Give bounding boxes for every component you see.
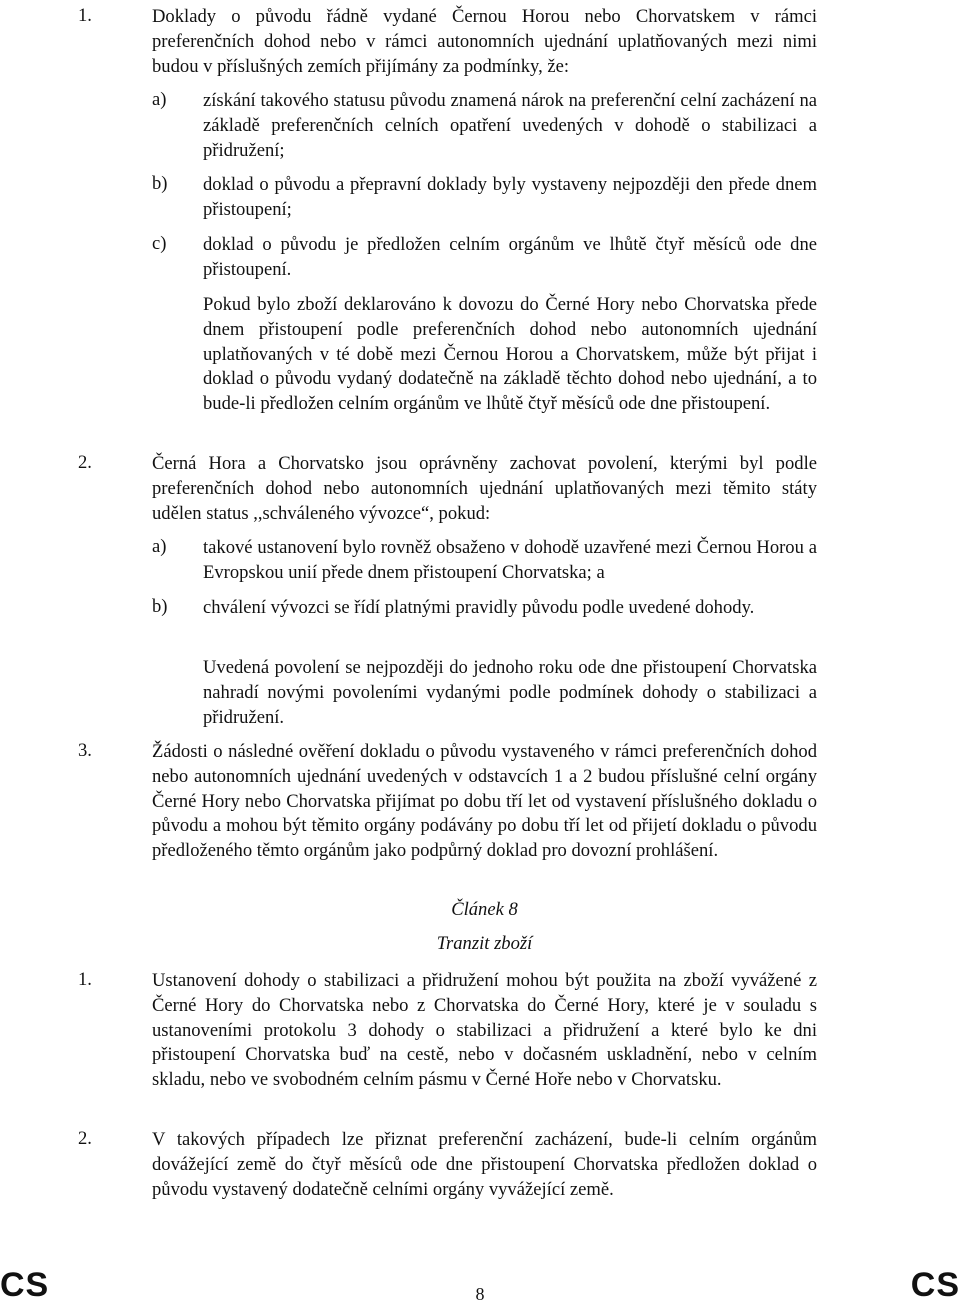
item-2b: chválení vývozci se řídí platnými pravidly původu podle uvedené dohody. [203, 597, 755, 618]
item-label: b) [152, 596, 168, 617]
paragraph-1-continuation: Pokud bylo zboží deklarováno k dovozu do Černé Hory nebo Chorvatska přede dnem přistoupení podle preferenčních dohod nebo autonomních ujednání uplatňovaných v té době mezi Černou Horou a Chorvatskem, může být přijat i doklad o původu vydaný dodatečně na základě těchto dohod nebo ujednání, a to bude-li předložen celním orgánům ve lhůtě čtyř měsíců ode dne přistoupení. [203, 294, 817, 415]
item-label: a) [152, 536, 167, 557]
item-label: c) [152, 233, 167, 254]
footer-language-left: CS [0, 1266, 50, 1304]
item-2a: takové ustanovení bylo rovněž obsaženo v dohodě uzavřené mezi Černou Horou a Evropskou unií přede dnem přistoupení Chorvatska; a [203, 537, 817, 583]
page-number: 8 [475, 1284, 485, 1304]
paragraph-3: Žádosti o následné ověření dokladu o původu vystaveného v rámci preferenčních dohod nebo autonomních ujednání uvedených v odstavcích 1 a 2 budou příslušné celní orgány Černé Hory nebo Chorvatska přijímat po dobu tří let od vystavení příslušného dokladu o původu a mohou být těmito orgány podávány po dobu tří let od přijetí dokladu o původu předloženého těmto orgánům jako podpůrný doklad pro dovozní prohlášení. [152, 741, 817, 862]
paragraph-number: 2. [78, 1128, 92, 1149]
paragraph-number: 3. [78, 740, 92, 761]
item-label: a) [152, 89, 167, 110]
item-label: b) [152, 173, 168, 194]
paragraph-2-continuation: Uvedená povolení se nejpozději do jednoho roku ode dne přistoupení Chorvatska nahradí novými povoleními vydanými podle podmínek dohody o stabilizaci a přidružení. [203, 657, 817, 728]
article-title: Článek 8 [451, 899, 518, 920]
paragraph-1: Doklady o původu řádně vydané Černou Horou nebo Chorvatskem v rámci preferenčních dohod nebo v rámci autonomních ujednání uplatňovaných mezi nimi budou v příslušných zemích přijímány za podmínky, že: [152, 6, 817, 77]
article-8-paragraph-2: V takových případech lze přiznat preferenční zacházení, bude-li celním orgánům dovážející země do čtyř měsíců ode dne přistoupení Chorvatska předložen doklad o původu vystavený dodatečně celními orgány vyvážející země. [152, 1129, 817, 1200]
article-8-paragraph-1: Ustanovení dohody o stabilizaci a přidružení mohou být použita na zboží vyvážené z Černé Hory do Chorvatska nebo z Chorvatska do Černé Hory, které je v souladu s ustanoveními protokolu 3 dohody o stabilizaci a přidružení a které bylo ke dni přistoupení Chorvatska buď na cestě, nebo v dočasném uskladnění, nebo v celním skladu, nebo ve svobodném celním pásmu v Černé Hoře nebo v Chorvatsku. [152, 970, 817, 1091]
item-1b: doklad o původu a přepravní doklady byly vystaveny nejpozději den přede dnem přistoupení; [203, 174, 817, 220]
paragraph-2: Černá Hora a Chorvatsko jsou oprávněny zachovat povolení, kterými byl podle preferenčních dohod nebo autonomních ujednání uplatňovaných mezi těmito státy udělen status ,,schváleného vývozce“, pokud: [152, 453, 817, 524]
paragraph-number: 1. [78, 969, 92, 990]
item-1c: doklad o původu je předložen celním orgánům ve lhůtě čtyř měsíců ode dne přistoupení. [203, 234, 817, 280]
article-subtitle: Tranzit zboží [436, 933, 533, 954]
paragraph-number: 2. [78, 452, 92, 473]
paragraph-number: 1. [78, 5, 92, 26]
item-1a: získání takového statusu původu znamená nárok na preferenční celní zacházení na základě preferenčních celních opatření uvedených v dohodě o stabilizaci a přidružení; [203, 90, 817, 161]
footer-language-right: CS [910, 1266, 960, 1304]
